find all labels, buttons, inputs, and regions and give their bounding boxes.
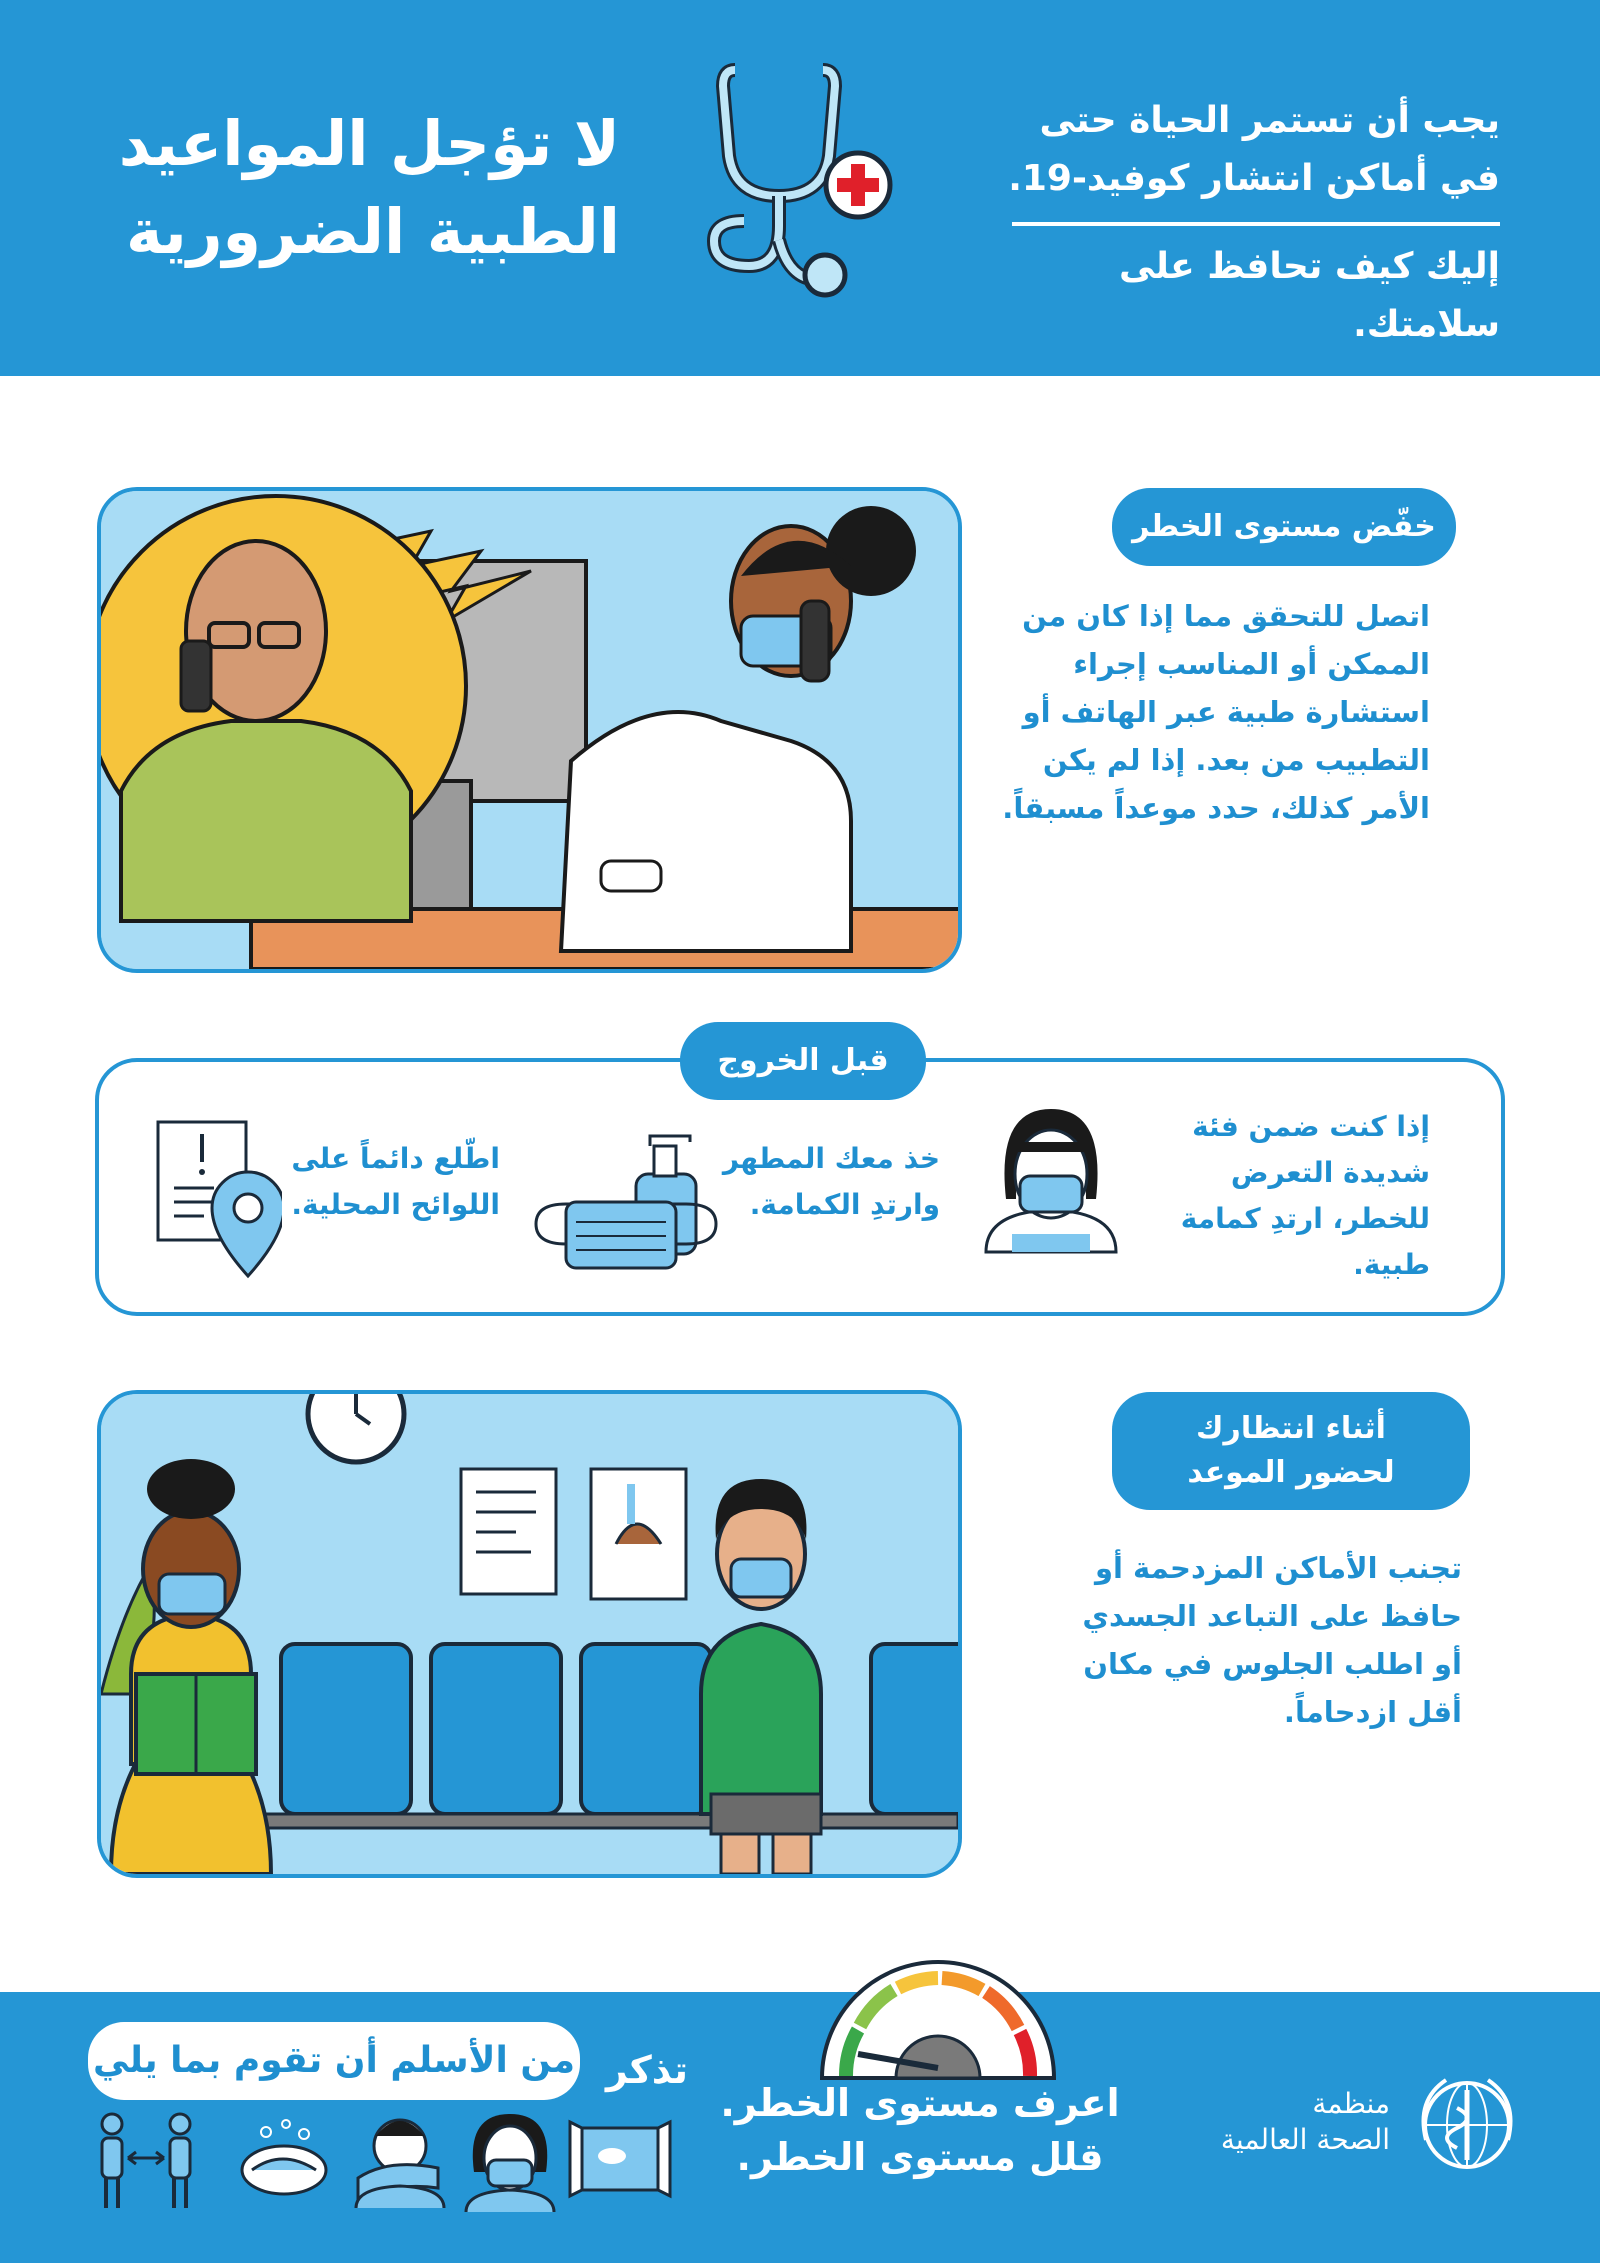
who-name-line-1: منظمة xyxy=(1312,2087,1390,2120)
reduce-risk-text: اتصل للتحقق مما إذا كان من الممكن أو المناسب إجراء استشارة طبية عبر الهاتف أو التطبيب من بعد. إذا لم يكن الأمر كذلك، حدد موعداً مسبقاً. xyxy=(1002,599,1430,825)
who-name-line-2: الصحة العالمية xyxy=(1220,2123,1390,2156)
intro-line-3: إليك كيف تحافظ على سلامتك. xyxy=(1119,246,1500,345)
phone-call-scene xyxy=(101,491,958,969)
while-waiting-heading-line-1: أثناء انتظارك xyxy=(1196,1411,1386,1446)
regulations-location-icon xyxy=(152,1116,282,1280)
reduce-risk-heading: خفّض مستوى الخطر xyxy=(1112,488,1456,566)
who-name xyxy=(1170,2086,1390,2158)
sanitizer-mask-text: خذ معك المطهر وارتدِ الكمامة. xyxy=(722,1142,940,1221)
waiting-room-scene xyxy=(101,1394,958,1874)
who-logo-icon xyxy=(1412,2070,1522,2180)
open-window-icon xyxy=(568,2108,672,2212)
phone-call-illustration xyxy=(97,487,962,973)
title-line-1: لا تؤجل المواعيد xyxy=(118,107,620,180)
cough-elbow-icon xyxy=(348,2108,452,2212)
reduce-risk-line: قلل مستوى الخطر. xyxy=(736,2135,1104,2179)
distance-icon xyxy=(94,2108,198,2212)
intro-line-1: يجب أن تستمر الحياة حتى xyxy=(1039,100,1500,141)
risk-gauge-icon xyxy=(818,1948,1058,2082)
while-waiting-text: تجنب الأماكن المزدحمة أو حافظ على التباعد الجسدي أو اطلب الجلوس في مكان أقل ازدحاماً. xyxy=(1082,1551,1462,1729)
know-risk-line: اعرف مستوى الخطر. xyxy=(720,2081,1120,2125)
while-waiting-heading-line-2: لحضور الموعد xyxy=(1187,1455,1395,1490)
remember-label: تذكر xyxy=(606,2048,688,2092)
know-reduce-risk-text xyxy=(700,2076,1140,2184)
high-risk-mask-text: إذا كنت ضمن فئة شديدة التعرض للخطر، ارتدِ كمامة طبية. xyxy=(1180,1110,1430,1281)
mask-icon xyxy=(458,2108,562,2212)
local-regulations-text: اطّلع دائماً على اللوائح المحلية. xyxy=(291,1142,500,1221)
stethoscope-icon xyxy=(700,60,910,310)
page-title xyxy=(100,100,620,276)
title-line-2: الطبية الضرورية xyxy=(125,195,620,268)
hand-wash-icon xyxy=(232,2108,336,2212)
before-leaving-heading: قبل الخروج xyxy=(680,1022,926,1100)
while-waiting-heading xyxy=(1112,1392,1470,1510)
remember-pill: من الأسلم أن تقوم بما يلي xyxy=(88,2022,580,2100)
masked-person-icon xyxy=(976,1104,1126,1254)
intro-divider xyxy=(1012,222,1500,226)
waiting-room-illustration xyxy=(97,1390,962,1878)
intro-line-2: في أماكن انتشار كوفيد-19. xyxy=(1008,158,1500,199)
sanitizer-and-mask-icon xyxy=(526,1124,726,1272)
